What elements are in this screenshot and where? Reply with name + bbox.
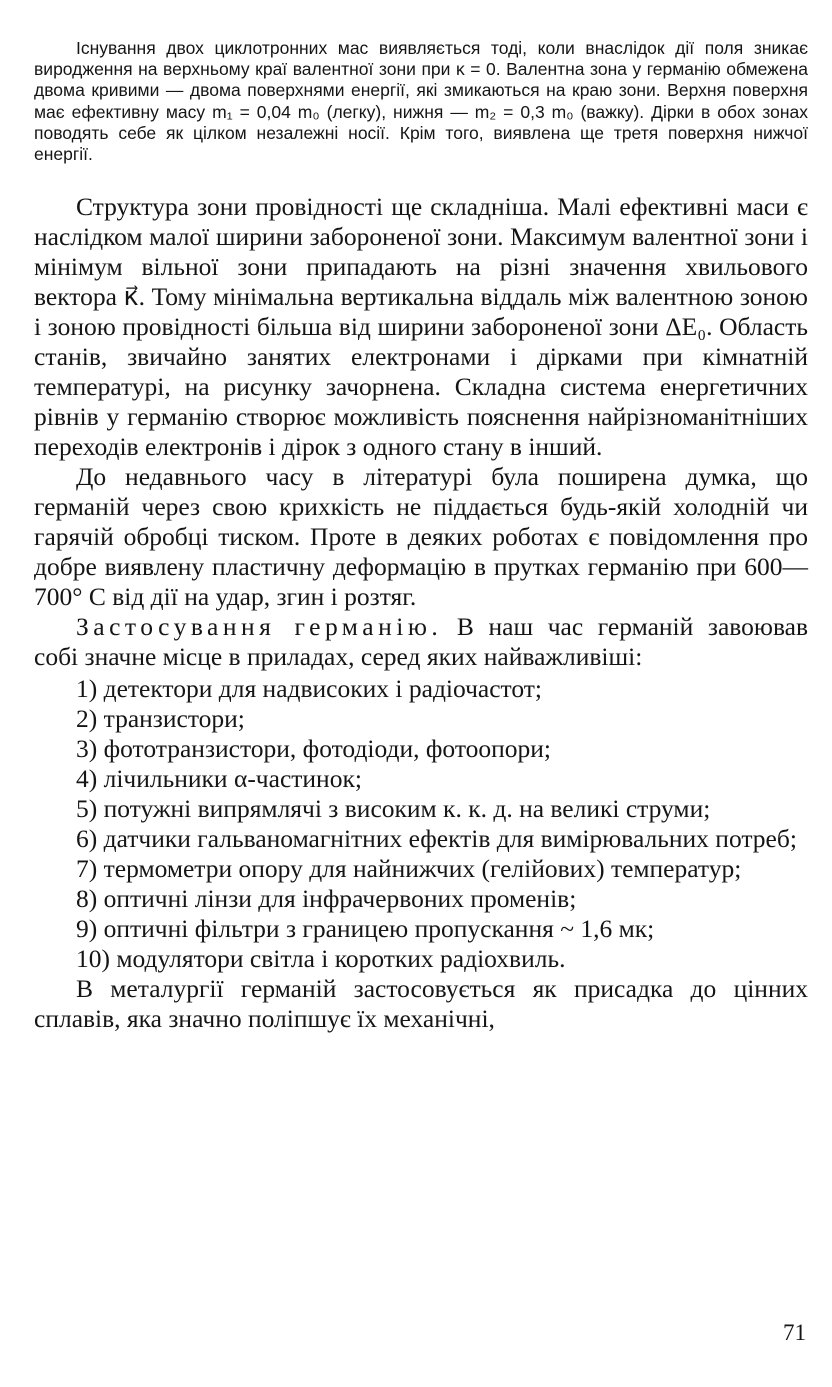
paragraph-plasticity: До недавнього часу в літературі була поширена думка, що германій через свою крихкість не піддається будь-якій холодній чи гарячій обробці тиском. Проте в деяких роботах є повідомлення про добре виявлену пластичну деформацію в прутках германію при 600—700° С від дії на удар, згин і розтяг. xyxy=(34,462,808,612)
section-heading-application: Застосування германію. xyxy=(76,612,443,642)
list-item: 7) термометри опору для найнижчих (гелійових) температур; xyxy=(76,854,742,884)
list-item: 5) потужні випрямлячі з високим к. к. д. на великі струми; xyxy=(76,794,711,824)
applications-list xyxy=(34,674,808,974)
list-item: 3) фототранзистори, фотодіоди, фотоопори; xyxy=(76,734,552,764)
page-number: 71 xyxy=(783,1320,806,1345)
paragraph-conduction-band: Структура зони провідності ще складніша. Малі ефективні маси є наслідком малої ширини забороненої зони. Максимум валентної зони і мінімум вільної зони припадають на різні значення хвильового вектора κ⃗. Тому мінімальна вертикальна віддаль між валентною зоною і зоною провідності більша від ширини забороненої зони ΔE₀. Область станів, звичайно занятих електронами і дірками при кімнатній температурі, на рисунку зачорнена. Складна система енергетичних рівнів у германію створює можливість пояснення найрізноманітніших переходів електронів і дірок з одного стану в інший. xyxy=(34,192,808,462)
intro-paragraph: Існування двох циклотронних мас виявляється тоді, коли внаслідок дії поля зникає виродження на верхньому краї валентної зони при κ = 0. Валентна зона у германію обмежена двома кривими — двома поверхнями енергії, які змикаються на краю зони. Верхня поверхня має ефективну масу m₁ = 0,04 m₀ (легку), нижня — m₂ = 0,3 m₀ (важку). Дірки в обох зонах поводять себе як цілком незалежні носії. Крім того, виявлена ще третя поверхня нижчої енергії. xyxy=(34,38,808,165)
intro-small-print xyxy=(34,38,808,165)
list-item: 1) детектори для надвисоких і радіочастот; xyxy=(76,674,542,704)
list-item: 8) оптичні лінзи для інфрачервоних променів; xyxy=(76,884,577,914)
list-item: 4) лічильники α-частинок; xyxy=(76,764,362,794)
list-item: 6) датчики гальваномагнітних ефектів для вимірювальних потреб; xyxy=(76,824,797,854)
book-page xyxy=(34,38,808,1034)
list-item: 10) модулятори світла і коротких радіохвиль. xyxy=(76,944,566,974)
paragraph-application xyxy=(34,612,808,672)
list-item: 9) оптичні фільтри з границею пропускання ~ 1,6 мк; xyxy=(76,914,655,944)
application-intro-text: В наш час германій завоював собі значне місце в приладах, серед яких найважливіші: xyxy=(34,612,809,672)
list-item: 2) транзистори; xyxy=(76,704,245,734)
paragraph-metallurgy: В металургії германій застосовується як присадка до цінних сплавів, яка значно поліпшує їх механічні, xyxy=(34,974,808,1034)
